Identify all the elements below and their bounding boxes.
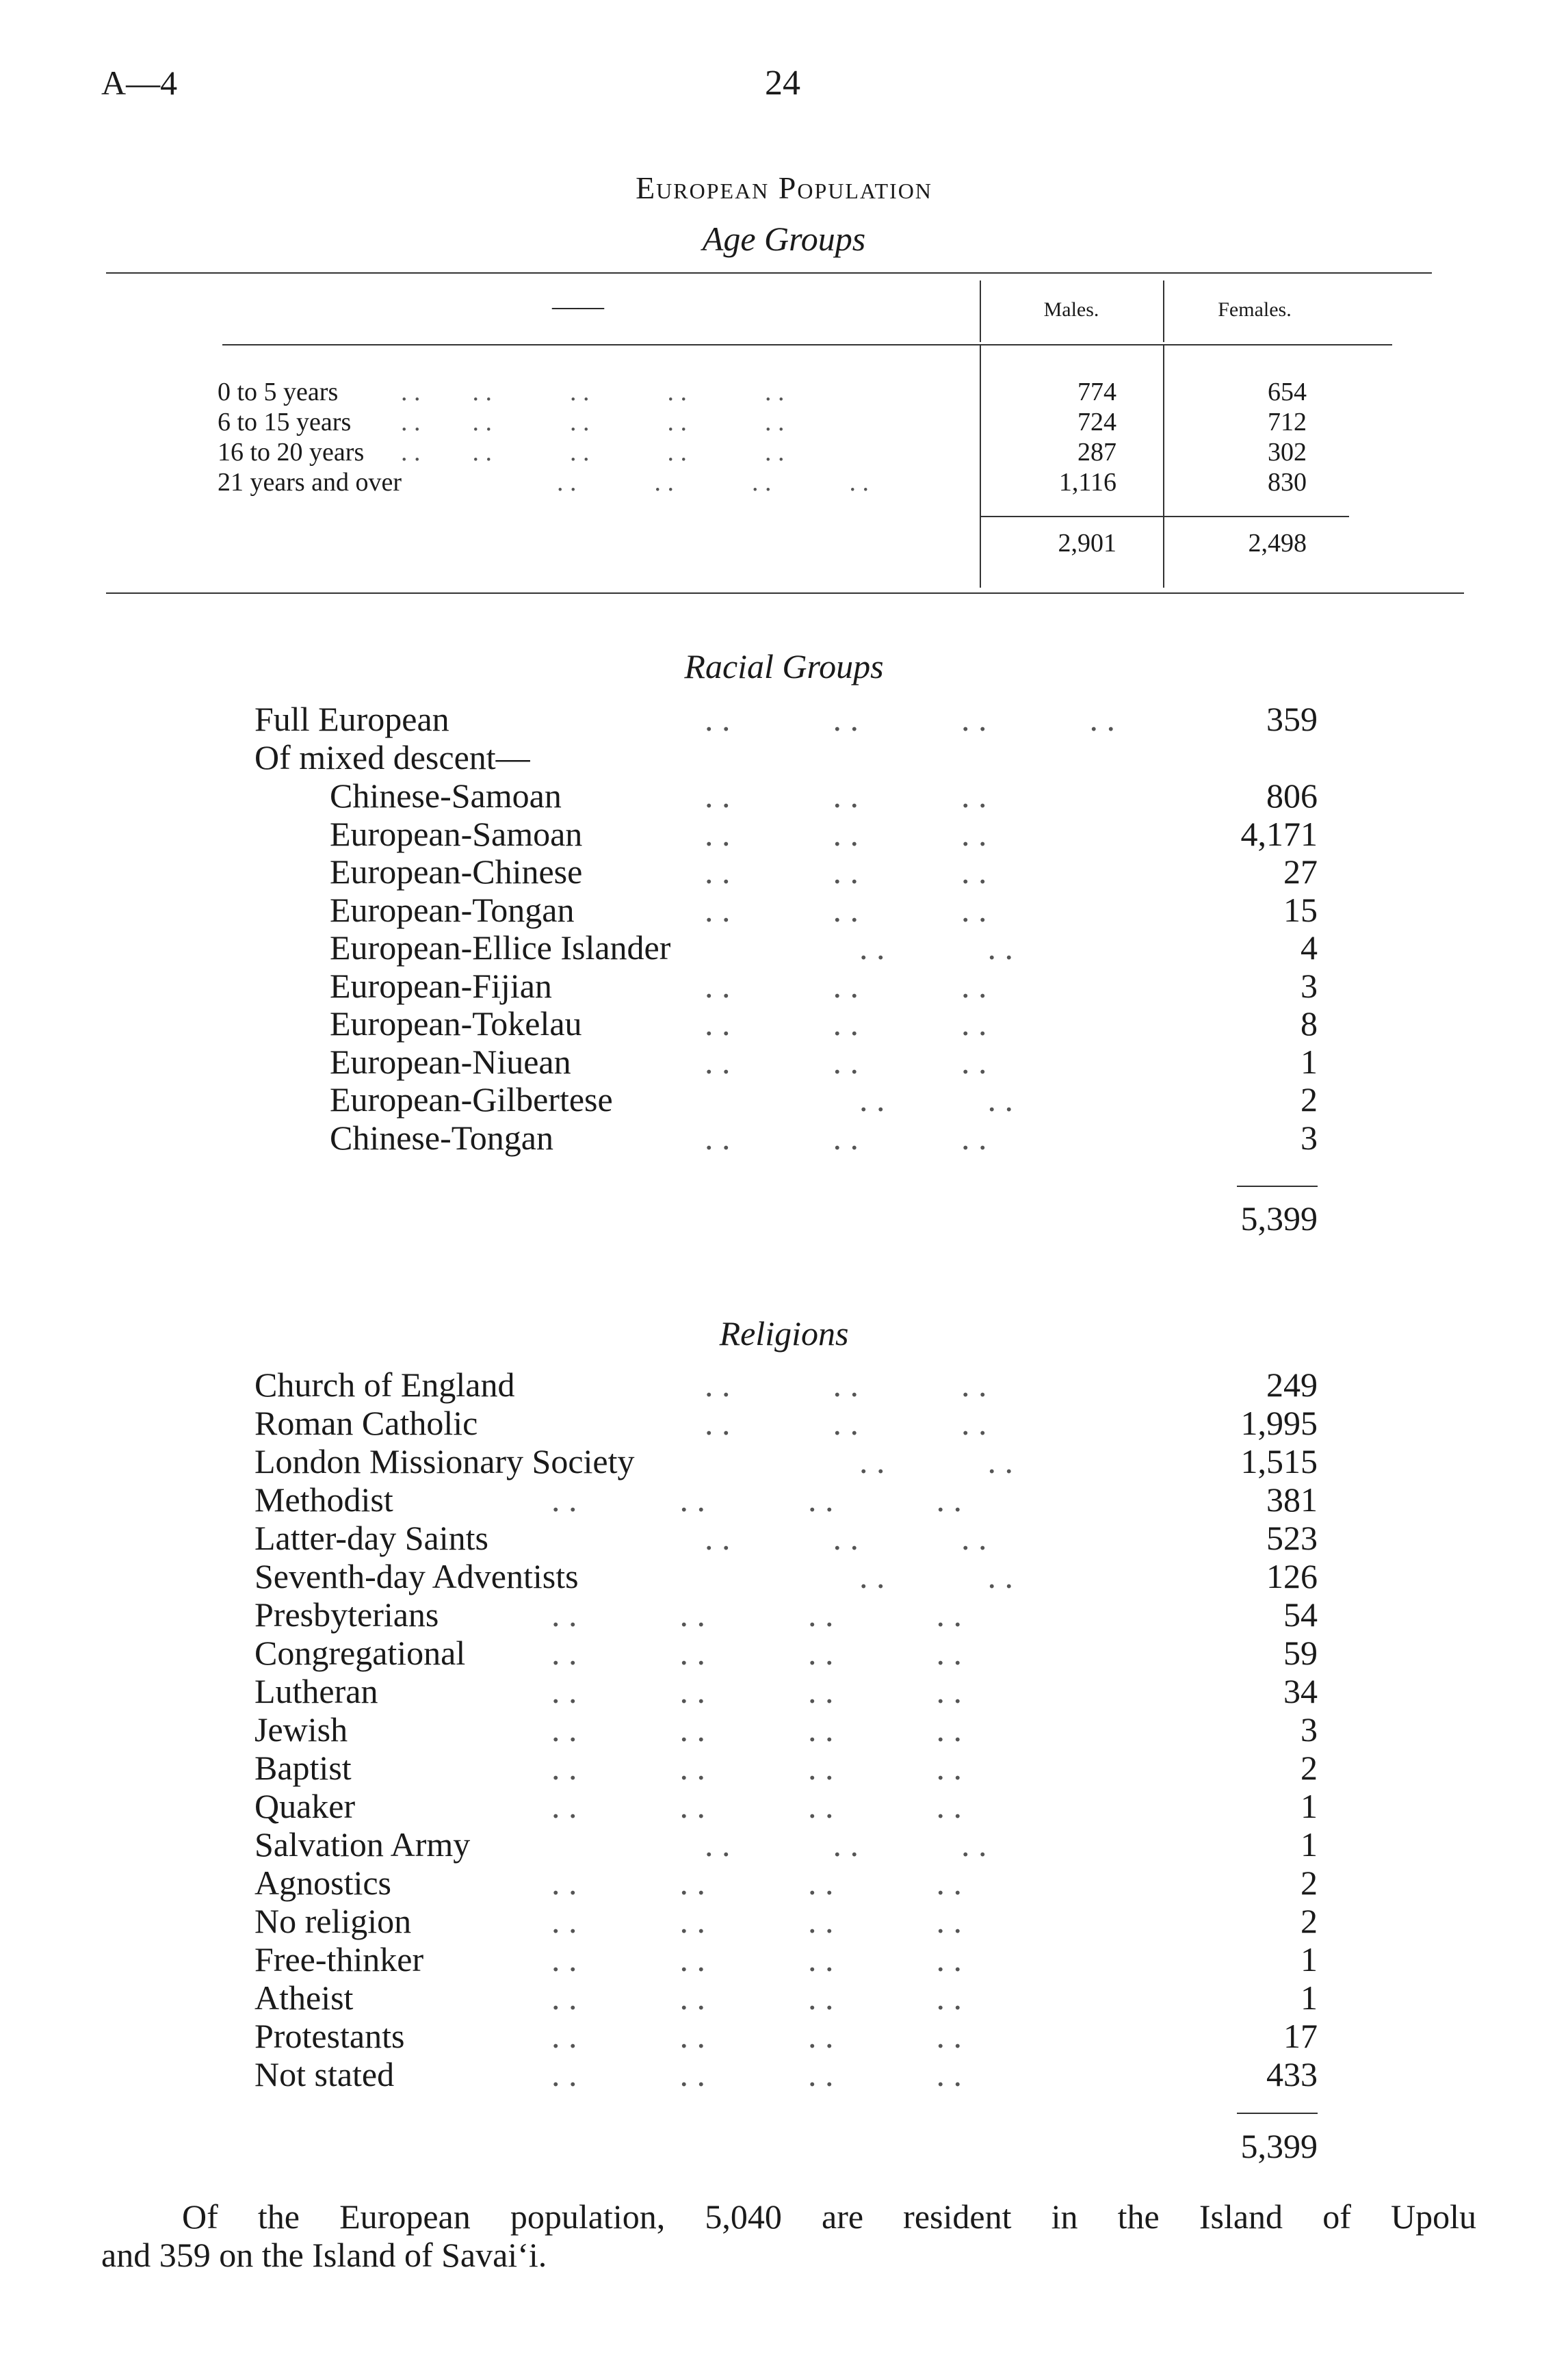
females-header: Females. — [1218, 298, 1292, 321]
list-item — [0, 1080, 1568, 1118]
list-item — [0, 814, 1568, 852]
item-value: 433 — [1266, 2055, 1318, 2093]
table-row — [218, 467, 980, 497]
religions-total-rule — [1237, 2113, 1318, 2114]
list-item — [0, 699, 1568, 737]
item-value: 2 — [1301, 1080, 1318, 1119]
males-cell: 774 — [1077, 378, 1116, 406]
item-label: London Missionary Society — [254, 1442, 635, 1480]
list-item — [0, 1978, 1568, 2016]
list-item — [0, 1863, 1568, 1901]
leader-dots: . . . . . . . . — [551, 1672, 962, 1710]
leader-dots: . . . . . . — [705, 1519, 987, 1557]
column-divider-2-body — [1163, 344, 1164, 588]
item-label: Agnostics — [254, 1864, 391, 1902]
item-value: 15 — [1283, 890, 1318, 929]
list-item — [0, 1403, 1568, 1441]
item-value: 2 — [1301, 1749, 1318, 1787]
item-label: Protestants — [254, 2017, 405, 2055]
males-cell: 724 — [1077, 408, 1116, 436]
racial-total: 5,399 — [1240, 1199, 1318, 1238]
item-label: Roman Catholic — [254, 1404, 478, 1442]
leader-dots: . . . . — [859, 1442, 1013, 1480]
column-divider-1 — [980, 280, 981, 342]
leader-dots: . . . . — [859, 928, 1013, 967]
item-label: Of mixed descent— — [254, 738, 530, 776]
page-number: 24 — [765, 64, 800, 103]
document-code: A—4 — [101, 64, 178, 102]
list-item — [0, 1595, 1568, 1633]
list-item — [0, 1480, 1568, 1518]
table-row — [218, 407, 980, 437]
leader-dots: . . . . . . . . — [705, 700, 1115, 738]
row-label: 21 years and over — [218, 468, 402, 497]
females-cell: 830 — [1268, 468, 1307, 497]
leader-dots: . . . . . . . . . . — [401, 378, 785, 406]
list-item — [0, 1671, 1568, 1710]
item-value: 1 — [1301, 1787, 1318, 1825]
leader-dots: . . . . . . — [705, 1004, 987, 1043]
leader-dots: . . . . . . — [705, 1042, 987, 1081]
leader-dots: . . . . — [859, 1080, 1013, 1119]
list-item — [0, 2016, 1568, 2054]
row-label: 0 to 5 years — [218, 378, 339, 406]
list-item — [0, 1786, 1568, 1825]
list-item — [0, 1556, 1568, 1595]
table-top-rule — [106, 272, 1432, 274]
list-item — [0, 966, 1568, 1004]
total-rule — [980, 516, 1349, 517]
list-item — [0, 1004, 1568, 1042]
leader-dots: . . . . . . . . — [551, 1634, 962, 1672]
item-value: 1 — [1301, 1979, 1318, 2017]
list-item — [0, 1825, 1568, 1863]
item-label: Salvation Army — [254, 1825, 471, 1864]
item-label: Presbyterians — [254, 1595, 439, 1634]
item-label: Not stated — [254, 2055, 395, 2093]
item-label: European-Tokelau — [330, 1004, 582, 1043]
list-item — [0, 890, 1568, 928]
leader-dots: . . . . . . . . . . — [401, 438, 785, 467]
item-label: Atheist — [254, 1979, 354, 2017]
leader-dots: . . . . . . . . — [551, 1940, 962, 1979]
list-item — [0, 1365, 1568, 1403]
leader-dots: . . . . . . . . — [551, 1480, 962, 1519]
list-item — [0, 1710, 1568, 1748]
footnote-paragraph — [101, 2197, 1476, 2274]
item-label: European-Ellice Islander — [330, 928, 671, 967]
item-value: 2 — [1301, 1902, 1318, 1940]
column-divider-2 — [1163, 280, 1164, 342]
item-label: No religion — [254, 1902, 412, 1940]
list-item — [0, 2054, 1568, 2093]
list-item — [0, 1118, 1568, 1156]
list-item — [0, 1901, 1568, 1940]
religions-total: 5,399 — [1240, 2127, 1318, 2165]
leader-dots: . . . . . . — [705, 966, 987, 1005]
item-value: 3 — [1301, 1118, 1318, 1157]
item-label: Lutheran — [254, 1672, 378, 1710]
leader-dots: . . . . . . . . — [551, 1979, 962, 2017]
header-rule — [222, 344, 1392, 345]
females-cell: 302 — [1268, 438, 1307, 467]
item-label: European-Tongan — [330, 890, 575, 929]
item-value: 3 — [1301, 1710, 1318, 1749]
page-title: European Population — [636, 170, 932, 205]
leader-dots: . . . . . . . . . . — [401, 408, 785, 436]
table-row — [218, 377, 980, 407]
males-header: Males. — [1043, 298, 1099, 321]
leader-dots: . . . . . . . . — [551, 1864, 962, 1902]
religions-title: Religions — [719, 1314, 849, 1353]
item-value: 27 — [1283, 852, 1318, 891]
leader-dots: . . . . . . . . — [551, 2055, 962, 2093]
item-label: Quaker — [254, 1787, 356, 1825]
item-label: European-Niuean — [330, 1042, 571, 1081]
item-label: Jewish — [254, 1710, 348, 1749]
item-label: Methodist — [254, 1480, 393, 1519]
item-value: 126 — [1266, 1557, 1318, 1595]
list-item — [0, 1441, 1568, 1480]
footnote-line-2: and 359 on the Island of Savai‘i. — [101, 2236, 547, 2274]
leader-dots: . . . . . . — [705, 890, 987, 929]
item-value: 806 — [1266, 776, 1318, 815]
leader-dots: . . . . . . . . — [557, 468, 869, 497]
leader-dots: . . . . . . — [705, 852, 987, 891]
item-value: 59 — [1283, 1634, 1318, 1672]
item-label: Seventh-day Adventists — [254, 1557, 579, 1595]
item-label: Latter-day Saints — [254, 1519, 488, 1557]
item-label: European-Gilbertese — [330, 1080, 613, 1119]
list-item — [0, 737, 1568, 776]
leader-dots: . . . . . . . . — [551, 2017, 962, 2055]
item-value: 381 — [1266, 1480, 1318, 1519]
racial-total-rule — [1237, 1186, 1318, 1187]
item-label: Congregational — [254, 1634, 466, 1672]
age-groups-title: Age Groups — [702, 220, 866, 258]
leader-dots: . . . . . . — [705, 1404, 987, 1442]
females-total: 2,498 — [1248, 529, 1307, 558]
item-value: 1 — [1301, 1042, 1318, 1081]
racial-total-row — [0, 1199, 1568, 1237]
item-value: 4,171 — [1240, 814, 1318, 853]
leader-dots: . . . . . . — [705, 1366, 987, 1404]
leader-dots: . . . . . . — [705, 1118, 987, 1157]
item-label: European-Fijian — [330, 966, 552, 1005]
leader-dots: . . . . . . — [705, 814, 987, 853]
leader-dots: . . . . — [859, 1557, 1013, 1595]
leader-dots: . . . . . . . . — [551, 1902, 962, 1940]
item-value: 17 — [1283, 2017, 1318, 2055]
item-value: 1,995 — [1240, 1404, 1318, 1442]
list-item — [0, 928, 1568, 966]
table-row — [218, 437, 980, 467]
item-label: European-Samoan — [330, 814, 583, 853]
stub-header: —— — [552, 292, 604, 321]
leader-dots: . . . . . . — [705, 776, 987, 815]
males-cell: 287 — [1077, 438, 1116, 467]
item-value: 1,515 — [1240, 1442, 1318, 1480]
row-label: 6 to 15 years — [218, 408, 352, 436]
list-item — [0, 1940, 1568, 1978]
item-value: 249 — [1266, 1366, 1318, 1404]
females-cell: 712 — [1268, 408, 1307, 436]
males-total: 2,901 — [1058, 529, 1116, 558]
list-item — [0, 1518, 1568, 1556]
item-value: 54 — [1283, 1595, 1318, 1634]
item-label: European-Chinese — [330, 852, 583, 891]
item-value: 523 — [1266, 1519, 1318, 1557]
column-divider-1-body — [980, 344, 981, 588]
item-value: 1 — [1301, 1825, 1318, 1864]
females-cell: 654 — [1268, 378, 1307, 406]
leader-dots: . . . . . . . . — [551, 1749, 962, 1787]
item-value: 8 — [1301, 1004, 1318, 1043]
item-value: 2 — [1301, 1864, 1318, 1902]
racial-groups-title: Racial Groups — [684, 647, 884, 686]
row-label: 16 to 20 years — [218, 438, 365, 467]
leader-dots: . . . . . . . . — [551, 1787, 962, 1825]
list-item — [0, 776, 1568, 814]
item-label: Baptist — [254, 1749, 352, 1787]
item-value: 1 — [1301, 1940, 1318, 1979]
item-label: Free-thinker — [254, 1940, 424, 1979]
religions-total-row — [0, 2126, 1568, 2165]
item-label: Chinese-Tongan — [330, 1118, 553, 1157]
leader-dots: . . . . . . . . — [551, 1595, 962, 1634]
leader-dots: . . . . . . — [705, 1825, 987, 1864]
list-item — [0, 1633, 1568, 1671]
list-item — [0, 1748, 1568, 1786]
item-label: Full European — [254, 700, 449, 738]
table-bottom-rule — [106, 592, 1464, 594]
males-cell: 1,116 — [1058, 468, 1116, 497]
item-label: Church of England — [254, 1366, 515, 1404]
item-value: 359 — [1266, 700, 1318, 738]
item-label: Chinese-Samoan — [330, 776, 562, 815]
item-value: 3 — [1301, 966, 1318, 1005]
item-value: 4 — [1301, 928, 1318, 967]
leader-dots: . . . . . . . . — [551, 1710, 962, 1749]
footnote-line-1: Of the European population, 5,040 are resident in the Island of Upolu — [182, 2197, 1476, 2236]
item-value: 34 — [1283, 1672, 1318, 1710]
list-item — [0, 1042, 1568, 1080]
list-item — [0, 852, 1568, 890]
